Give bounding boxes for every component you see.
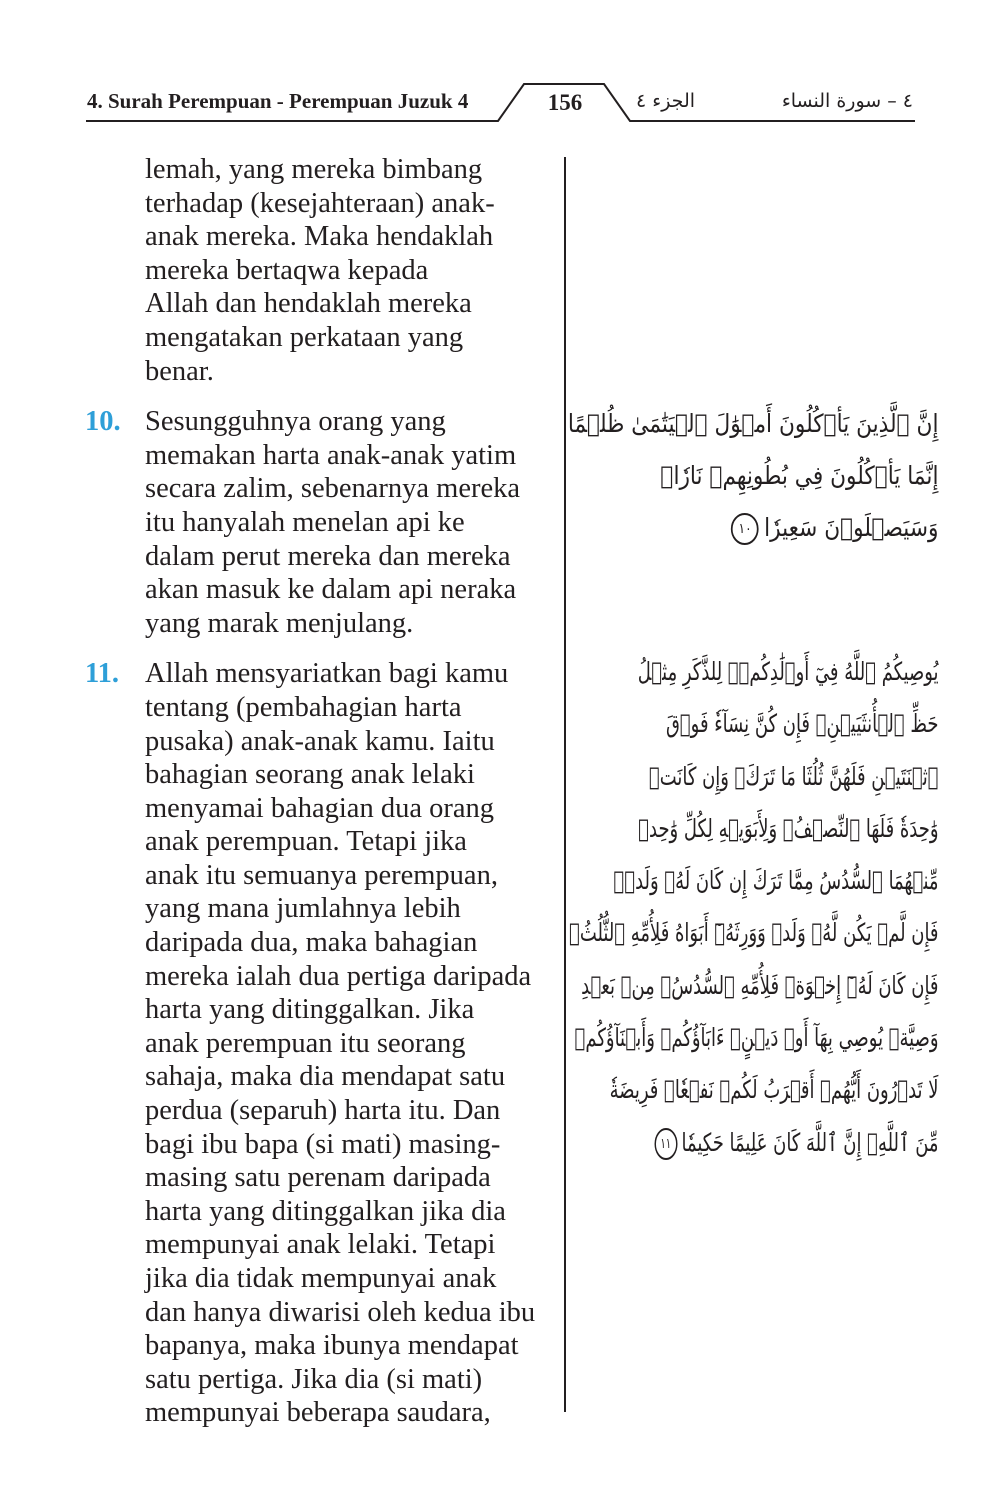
text-line: anak mereka. Maka hendaklah xyxy=(145,221,494,253)
arabic-text: وَسَيَصۡلَوۡنَ سَعِيرٗا xyxy=(763,513,938,542)
page-header xyxy=(0,0,1000,130)
text-line: bapanya, maka ibunya mendapat xyxy=(145,1330,519,1362)
text-line: mempunyai anak lelaki. Tetapi xyxy=(145,1229,496,1261)
text-line: sahaja, maka dia mendapat satu xyxy=(145,1061,506,1093)
text-line: daripada dua, maka bahagian xyxy=(145,927,478,959)
text-line: mengatakan perkataan yang xyxy=(145,321,464,353)
text-line: satu pertiga. Jika dia (si mati) xyxy=(145,1363,483,1395)
verse-number: 10. xyxy=(85,406,121,438)
translation-continuation xyxy=(85,153,560,388)
text-line: masing satu perenam daripada xyxy=(145,1162,491,1194)
text-line: mereka ialah dua pertiga daripada xyxy=(145,960,532,992)
arabic-verse-10 xyxy=(511,398,938,554)
text-line: jika dia tidak mempunyai anak xyxy=(145,1263,497,1294)
page-number: 156 xyxy=(547,90,583,115)
juz-label-arabic: الجزء ٤ xyxy=(636,90,696,112)
arabic-line: إِنَّ ٱلَّذِينَ يَأۡكُلُونَ أَمۡوَٰلَ ٱلۡيَتَٰمَىٰ ظُلۡمًا xyxy=(567,409,938,438)
text-line: mereka bertaqwa kepada xyxy=(145,254,429,286)
text-line: menyamai bahagian dua orang xyxy=(145,792,494,824)
arabic-line: فَإِن لَّمۡ يَكُن لَّهُۥ وَلَدٞ وَوَرِثَهُۥٓ أَبَوَاهُ فَلِأُمِّهِ ٱلثُّلُثُۚ xyxy=(568,918,938,948)
text-line: pusaka) anak-anak kamu. Iaitu xyxy=(145,725,495,757)
arabic-line: ٱثۡنَتَيۡنِ فَلَهُنَّ ثُلُثَا مَا تَرَكَۖ وَإِن كَانَتۡ xyxy=(648,761,938,791)
arabic-line: فَإِن كَانَ لَهُۥٓ إِخۡوَةٞ فَلِأُمِّهِ ٱلسُّدُسُۚ مِنۢ بَعۡدِ xyxy=(580,970,938,1000)
ayah-marker: ١١ xyxy=(654,1128,677,1160)
text-line: secara zalim, sebenarnya mereka xyxy=(145,473,521,505)
text-line: Sesungguhnya orang yang xyxy=(145,406,446,438)
text-line: akan masuk ke dalam api neraka xyxy=(145,574,517,606)
ayah-marker: ١٠ xyxy=(731,513,759,545)
text-line: bahagian seorang anak lelaki xyxy=(145,759,475,791)
arabic-line: يُوصِيكُمُ ٱللَّهُ فِيٓ أَوۡلَٰدِكُمۡۖ لِلذَّكَرِ مِثۡلُ xyxy=(637,657,938,686)
text-line: harta yang ditinggalkan jika dia xyxy=(145,1195,506,1227)
text-line: anak perempuan itu seorang xyxy=(145,1027,466,1059)
surah-label-arabic: ٤ – سورة النساء xyxy=(781,90,913,112)
arabic-line: وَٰحِدَةٗ فَلَهَا ٱلنِّصۡفُۚ وَلِأَبَوَيۡهِ لِكُلِّ وَٰحِدٖ xyxy=(637,813,938,843)
text-line: terhadap (kesejahteraan) anak- xyxy=(145,187,495,219)
arabic-line: وَصِيَّةٖ يُوصِي بِهَآ أَوۡ دَيۡنٍۗ ءَابَآؤُكُمۡ وَأَبۡنَآؤُكُمۡ xyxy=(574,1023,938,1053)
text-line: lemah, yang mereka bimbang xyxy=(145,154,483,185)
text-line: yang marak menjulang. xyxy=(145,607,414,639)
arabic-line xyxy=(567,502,938,554)
arabic-text: مِّنَ ٱللَّهِۗ إِنَّ ٱللَّهَ كَانَ عَلِيمًا حَكِيمٗا xyxy=(681,1127,938,1157)
text-line: perdua (separuh) harta itu. Dan xyxy=(145,1095,501,1127)
text-line: tentang (pembahagian harta xyxy=(145,691,462,723)
text-line: harta yang ditinggalkan. Jika xyxy=(145,994,475,1026)
arabic-line: لَا تَدۡرُونَ أَيُّهُمۡ أَقۡرَبُ لَكُمۡ نَفۡعٗاۚ فَرِيضَةٗ xyxy=(609,1075,938,1105)
running-title: 4. Surah Perempuan - Perempuan Juzuk 4 xyxy=(87,89,469,113)
text-line: dalam perut mereka dan mereka xyxy=(145,540,511,572)
text-line: Allah mensyariatkan bagi kamu xyxy=(145,658,509,690)
arabic-line: حَظِّ ٱلۡأُنثَيَيۡنِۚ فَإِن كُنَّ نِسَآءٗ فَوۡقَ xyxy=(665,709,938,739)
text-line: yang mana jumlahnya lebih xyxy=(145,893,461,925)
arabic-line: إِنَّمَا يَأۡكُلُونَ فِي بُطُونِهِمۡ نَارٗاۖ xyxy=(659,461,938,490)
text-line: dan hanya diwarisi oleh kedua ibu xyxy=(145,1296,536,1328)
arabic-verse-11 xyxy=(424,646,939,1169)
arabic-line xyxy=(569,1117,938,1169)
text-line: bagi ibu bapa (si mati) masing- xyxy=(145,1128,501,1160)
text-line: anak itu semuanya perempuan, xyxy=(145,859,498,891)
translation-verse-10 xyxy=(85,405,560,640)
text-line: itu hanyalah menelan api ke xyxy=(145,506,465,538)
verse-number: 11. xyxy=(85,658,120,690)
text-line: memakan harta anak-anak yatim xyxy=(145,439,517,471)
arabic-line: مِّنۡهُمَا ٱلسُّدُسُ مِمَّا تَرَكَ إِن كَانَ لَهُۥ وَلَدٞۚ xyxy=(613,866,938,896)
text-line: benar. xyxy=(145,355,214,387)
text-line: mempunyai beberapa saudara, xyxy=(145,1397,491,1429)
text-line: anak perempuan. Tetapi jika xyxy=(145,826,467,858)
text-line: Allah dan hendaklah mereka xyxy=(145,288,472,320)
